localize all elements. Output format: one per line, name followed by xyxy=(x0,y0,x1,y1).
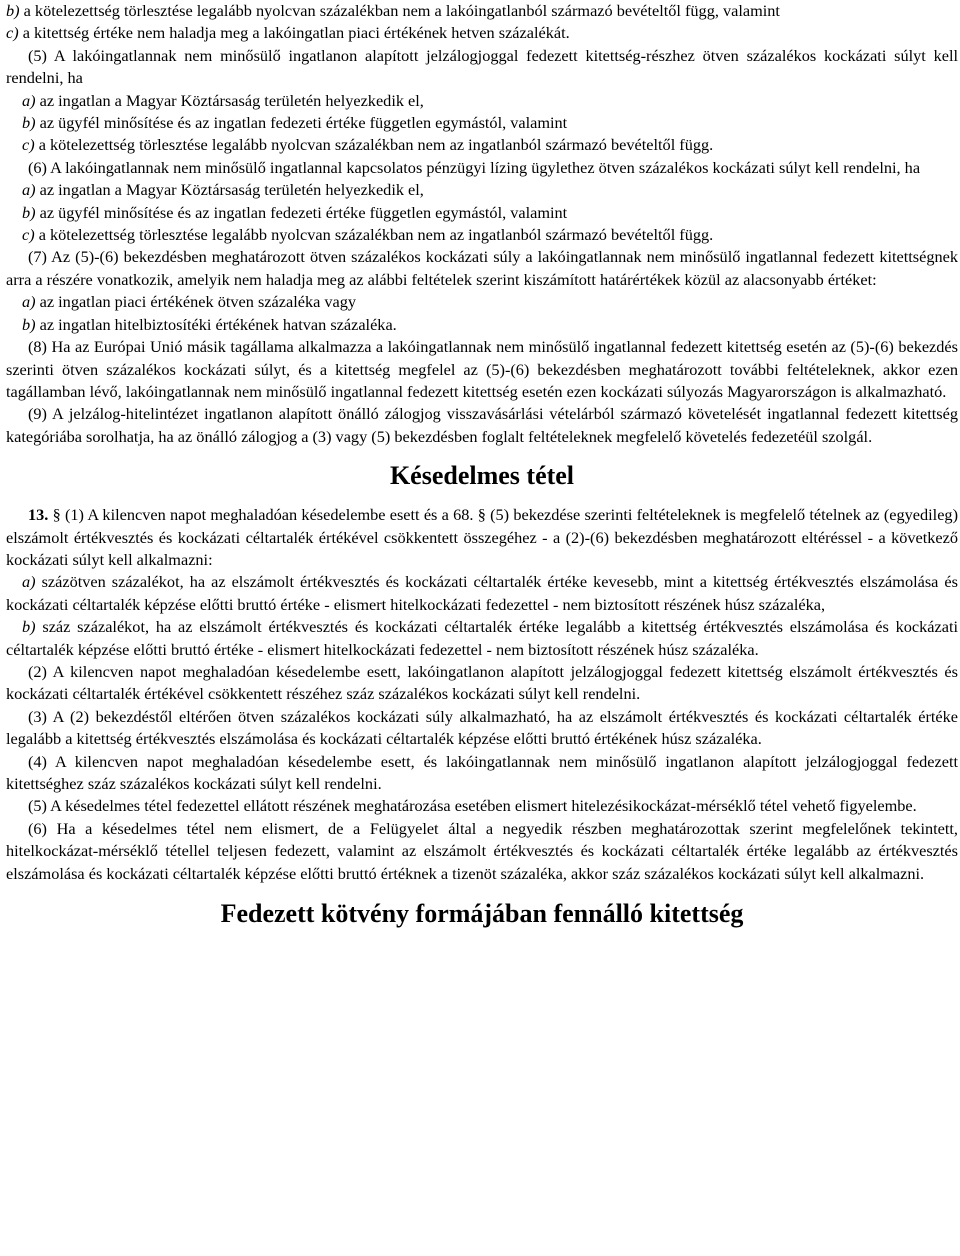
paragraph-text: (5) A lakóingatlannak nem minősülő ingatlanon alapított jelzálogjoggal fedezett kitettség-részhez ötven százalékos kockázati súlyt kell rendelni, ha xyxy=(6,45,958,88)
item-letter: b) xyxy=(6,1,20,20)
paragraph-8 xyxy=(6,336,958,403)
paragraph-text: száz százalékot, ha az elszámolt értékvesztés és kockázati céltartalék értéke legalább a kitettség értékvesztés elszámolása és kockázati céltartalék képzése előtti bruttó értéke - elismert hitelkockázati fedezettel - nem biztosított részének húsz százaléka. xyxy=(6,617,958,659)
paragraph-13-a xyxy=(6,571,958,616)
paragraph-text: (8) Ha az Európai Unió másik tagállama alkalmazza a lakóingatlannak nem minősülő ingatlannal fedezett kitettség esetén az (5)-(6) bekezdés szerinti ötven százalékos kockázati súlyt, és a kitettség megfelel az (5)-(6) bekezdésben meghatározott további feltételeknek, akkor ezen tagállamban lévő, lakóingatlannak nem minősülő ingatlannal fedezett kitettség esetén ezen kockázati súlyozás Magyarországon is alkalmazható. xyxy=(6,337,958,401)
paragraph-text: az ingatlan hitelbiztosítéki értékének hatvan százaléka. xyxy=(35,314,397,334)
item-letter: a) xyxy=(22,180,36,200)
paragraph-text: a kitettség értéke nem haladja meg a lakóingatlan piaci értékének hetven százalékát. xyxy=(18,23,570,43)
section-number: 13. xyxy=(28,505,49,525)
paragraph-text: (9) A jelzálog-hitelintézet ingatlanon alapított önálló zálogjog visszavásárlási vételárból származó követelését ingatlannal fedezett kitettség kategóriába sorolhatja, ha az önálló zálogjog a (3) vagy (5) bekezdésben foglalt feltételeknek megfelelő követelés fedezetéül szolgál. xyxy=(6,404,958,446)
paragraph-text: az ingatlan piaci értékének ötven százaléka vagy xyxy=(35,292,357,312)
paragraph-7-a xyxy=(6,291,958,313)
paragraph-13-4 xyxy=(6,751,958,796)
paragraph-5-a xyxy=(6,90,958,112)
paragraph-c-piaci-ertek xyxy=(6,22,958,44)
paragraph-5-b xyxy=(6,112,958,134)
section-heading-kesedelmes-tetel: Késedelmes tétel xyxy=(389,461,575,491)
paragraph-text: a kötelezettség törlesztése legalább nyolcvan százalékban nem az ingatlanból származó bevételtől függ. xyxy=(34,225,714,245)
paragraph-text: § (1) A kilencven napot meghaladóan késedelembe esett és a 68. § (5) bekezdése szerinti feltételeknek is megfelelő tételnek az (egyedileg) elszámolt értékvesztés és kockázati céltartalék értékével csökkentett összegéhez - a (2)-(6) bekezdésben meghatározott eltéréssel - a következő kockázati súlyt kell alkalmazni: xyxy=(6,505,958,569)
paragraph-13-b xyxy=(6,616,958,661)
paragraph-13-2 xyxy=(6,661,958,706)
item-letter: c) xyxy=(22,135,35,155)
paragraph-5 xyxy=(6,45,958,90)
paragraph-b-lakoingatlan xyxy=(6,0,958,22)
paragraph-text: százötven százalékot, ha az elszámolt értékvesztés és kockázati céltartalék értéke kevesebb, mint a kitettség értékvesztés elszámolása és kockázati céltartalék képzése előtti bruttó értéke - elismert hitelkockázati fedezettel - nem biztosított részének húsz százaléka, xyxy=(6,572,958,614)
paragraph-13-5 xyxy=(6,795,958,817)
paragraph-text: (2) A kilencven napot meghaladóan késedelembe esett, lakóingatlanon alapított jelzálogjoggal fedezett kitettség elszámolt értékvesztés és kockázati céltartalék értékével csökkentett részéhez száz százalékos kockázati súlyt kell rendelni. xyxy=(6,661,958,704)
paragraph-7 xyxy=(6,246,958,291)
item-letter: b) xyxy=(22,314,36,334)
paragraph-text: a kötelezettség törlesztése legalább nyolcvan százalékban nem a lakóingatlanból származó bevételtől függ, valamint xyxy=(19,1,780,20)
paragraph-13-1 xyxy=(6,504,958,571)
paragraph-text: az ingatlan a Magyar Köztársaság területén helyezkedik el, xyxy=(35,90,424,110)
paragraph-text: (5) A késedelmes tétel fedezettel ellátott részének meghatározása esetében elismert hitelezésikockázat-mérséklő tétel vehető figyelembe. xyxy=(28,796,917,816)
paragraph-6-a xyxy=(6,179,958,201)
paragraph-text: (4) A kilencven napot meghaladóan késedelembe esett, és lakóingatlannak nem minősülő ingatlanon alapított jelzálogjoggal fedezett kitettséghez száz százalékos kockázati súlyt kell rendelni. xyxy=(6,751,958,793)
item-letter: b) xyxy=(22,617,36,637)
paragraph-text: a kötelezettség törlesztése legalább nyolcvan százalékban nem az ingatlanból származó bevételtől függ. xyxy=(34,135,714,155)
item-letter: c) xyxy=(22,225,35,245)
paragraph-13-6 xyxy=(6,818,958,885)
item-letter: a) xyxy=(22,292,36,312)
item-letter: b) xyxy=(22,113,36,133)
paragraph-13-3 xyxy=(6,706,958,751)
paragraph-text: az ingatlan a Magyar Köztársaság területén helyezkedik el, xyxy=(35,180,424,200)
paragraph-9 xyxy=(6,403,958,448)
paragraph-text: (3) A (2) bekezdéstől eltérően ötven százalékos kockázati súly alkalmazható, ha az elszámolt értékvesztés és kockázati céltartalék értéke legalább a kitettség értékvesztés elszámolása és kockázati céltartalék képzése előtti bruttó értékének húsz százaléka. xyxy=(6,706,958,749)
paragraph-text: az ügyfél minősítése és az ingatlan fedezeti értéke független egymástól, valamint xyxy=(35,113,568,133)
item-letter: a) xyxy=(22,572,36,592)
paragraph-6 xyxy=(6,157,958,179)
paragraph-6-c xyxy=(6,224,958,246)
paragraph-text: (7) Az (5)-(6) bekezdésben meghatározott ötven százalékos kockázati súly a lakóingatlannak nem minősülő ingatlannal fedezett kitettségnek arra a részére vonatkozik, amelyik nem haladja meg az alábbi feltételek szerint kiszámított határértékek közül az alacsonyabb értéket: xyxy=(6,247,958,289)
paragraph-text: az ügyfél minősítése és az ingatlan fedezeti értéke független egymástól, valamint xyxy=(35,202,568,222)
item-letter: b) xyxy=(22,202,36,222)
paragraph-5-c xyxy=(6,134,958,156)
item-letter: a) xyxy=(22,90,36,110)
paragraph-7-b xyxy=(6,314,958,336)
paragraph-6-b xyxy=(6,202,958,224)
paragraph-text: (6) A lakóingatlannak nem minősülő ingatlannal kapcsolatos pénzügyi lízing ügylethez ötven százalékos kockázati súlyt kell rendelni, ha xyxy=(28,157,921,177)
item-letter: c) xyxy=(6,23,19,43)
paragraph-text: (6) Ha a késedelmes tétel nem elismert, de a Felügyelet által a negyedik részben meghatározottak szerint megfelelőnek tekintett, hitelkockázat-mérséklő tétellel teljesen fedezett, valamint az elszámolt értékvesztés és kockázati céltartalék értéke legalább az értékvesztés elszámolása és kockázati céltartalék képzése előtti bruttó értéknek a tizenöt százaléka, akkor száz százalékos kockázati súlyt kell alkalmazni. xyxy=(6,818,958,883)
section-heading-fedezett-kotveny: Fedezett kötvény formájában fennálló kitettség xyxy=(220,899,744,929)
